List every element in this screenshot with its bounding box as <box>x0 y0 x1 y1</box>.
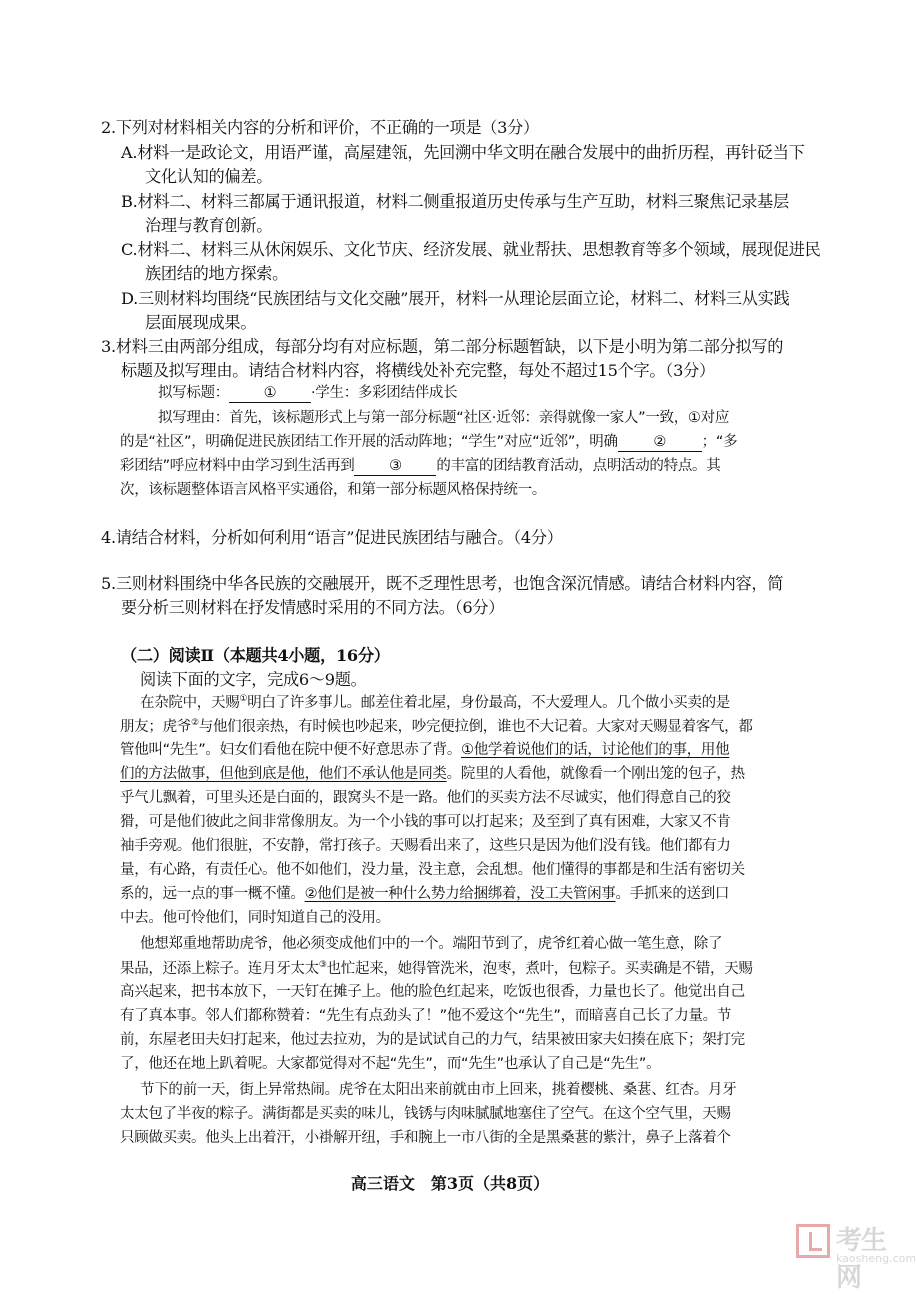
passage-line <box>120 766 745 783</box>
reason-line-2-tail: ；“多 <box>701 434 738 450</box>
passage-text: 朋友；虎爷 <box>120 718 191 735</box>
watermark-logo-icon <box>796 1224 830 1258</box>
question-5-line-1: 5.三则材料围绕中华各民族的交融展开，既不乏理性思考，也饱含深沉情感。请结合材料内容，简 <box>101 574 784 593</box>
page-footer: 高三语文 第3页（共8页） <box>350 1174 550 1193</box>
passage-line <box>140 694 730 712</box>
option-a-line-2: 文化认知的偏差。 <box>145 167 273 186</box>
reason-line-3-text: 彩团结”呼应材料中由学习到生活再到 <box>120 458 355 474</box>
passage-text: 果品，还添上粽子。连月牙太太 <box>120 960 319 977</box>
passage-text: 明白了许多事儿。邮差住着北屋，身份最高，不大爱理人。几个做小买卖的是 <box>247 694 730 711</box>
passage-line: 前，东屋老田夫妇打起来，他过去拉劝，为的是试试自己的力气，结果被田家夫妇揍在底下；架打完 <box>120 1032 745 1048</box>
option-d-line-2: 层面展现成果。 <box>145 313 257 332</box>
passage-line: 高兴起来，把书本放下，一天钉在摊子上。他的脸色红起来，吃饭也很香，力量也长了。他觉出自己 <box>120 984 745 1000</box>
reason-line-3-tail: 的丰富的团结教育活动，点明活动的特点。其 <box>436 458 721 474</box>
option-c-line-2: 族团结的地方探索。 <box>145 264 288 283</box>
reading-instruction: 阅读下面的文字，完成6～9题。 <box>140 670 367 689</box>
passage-line: 袖手旁观。他们很脏，不安静，常打孩子。天赐看出来了，这些只是因为他们没有钱。他们都有力 <box>120 838 731 854</box>
passage-line <box>120 742 729 759</box>
footnote-mark: ② <box>191 718 199 728</box>
passage-text: 系的，远一点的事一概不懂。 <box>120 886 305 902</box>
passage-line: 中去。他可怜他们，同时知道自己的没用。 <box>120 910 390 926</box>
option-b-line-1: B.材料二、材料三都属于通讯报道，材料二侧重报道历史传承与生产互助，材料三聚焦记录基层 <box>121 192 789 211</box>
option-b-line-2: 治理与教育创新。 <box>145 216 273 235</box>
passage-line: 太太包了半夜的粽子。满街都是买卖的味儿，钱锈与肉味腻腻地塞住了空气。在这个空气里，天赐 <box>120 1106 731 1122</box>
watermark-url: kaosheng.com <box>836 1252 916 1265</box>
reason-line-2-text: 的是“社区”，明确促进民族团结工作开展的活动阵地；“学生”对应“近邻”，明确 <box>120 434 618 450</box>
question-4: 4.请结合材料，分析如何利用“语言”促进民族团结与融合。（4分） <box>101 528 563 547</box>
footnote-mark: ③ <box>318 960 327 970</box>
watermark <box>796 1218 916 1293</box>
reason-line-1: 拟写理由：首先，该标题形式上与第一部分标题“社区·近邻：亲得就像一家人”一致，①对应 <box>158 410 730 426</box>
passage-text: 管他叫“先生”。妇女们看他在院中便不好意思赤了背。 <box>120 742 462 758</box>
passage-line: 有了真本事。邻人们都称赞着：“先生有点劲头了！”他不爱这个“先生”，而暗喜自己长了力量。节 <box>120 1008 732 1024</box>
proposed-title-label: 拟写标题： <box>158 385 229 401</box>
section-2-heading: （二）阅读Ⅱ（本题共4小题，16分） <box>121 646 390 665</box>
reason-line-4: 次，该标题整体语言风格平实通俗，和第一部分标题风格保持统一。 <box>120 482 546 498</box>
blank-3[interactable]: ③ <box>354 458 436 476</box>
option-a-line-1: A.材料一是政论文，用语严谨，高屋建瓴，先回溯中华文明在融合发展中的曲折历程，再针砭当下 <box>121 143 805 162</box>
question-2-stem: 2.下列对材料相关内容的分析和评价，不正确的一项是（3分） <box>101 118 539 137</box>
question-3-line-1: 3.材料三由两部分组成，每部分均有对应标题，第二部分标题暂缺，以下是小明为第二部分拟写的 <box>101 337 784 356</box>
passage-line: 乎气儿飘着，可里头还是白面的，跟窝头不是一路。他们的买卖方法不尽诚实，他们得意自己的狡 <box>120 790 731 806</box>
passage-line: 量，有心路，有责任心。他不如他们，没力量，没主意，会乱想。他们懂得的事都是和生活有密切关 <box>120 862 745 878</box>
passage-line <box>120 960 753 978</box>
blank-2[interactable]: ② <box>618 434 702 452</box>
passage-line <box>120 718 753 736</box>
watermark-brand: 考生网 <box>836 1226 887 1293</box>
proposed-title-rest: ·学生：多彩团结伴成长 <box>311 385 458 401</box>
underlined-sentence-2: ②他们是被一种什么势力给捆绑着，没工夫管闲事 <box>304 886 616 902</box>
passage-line: 他想郑重地帮助虎爷，他必须变成他们中的一个。端阳节到了，虎爷红着心做一笔生意，除了 <box>140 936 723 952</box>
blank-1[interactable]: ① <box>229 385 311 403</box>
question-5-line-2: 要分析三则材料在抒发情感时采用的不同方法。（6分） <box>121 598 505 617</box>
passage-text: 与他们很亲热，有时候也吵起来，吵完便拉倒，谁也不大记着。大家对天赐显着客气，都 <box>198 718 753 735</box>
question-3-line-2: 标题及拟写理由。请结合材料内容，将横线处补充完整，每处不超过15个字。（3分） <box>121 361 715 380</box>
passage-line: 节下的前一天，街上异常热闹。虎爷在太阳出来前就由市上回来，挑着樱桃、桑葚、红杏。月牙 <box>140 1082 737 1098</box>
footnote-mark: ① <box>239 694 248 704</box>
passage-line: 猾，可是他们彼此之间非常像朋友。为一个小钱的事可以打起来；及至到了真有困难，大家又不肯 <box>120 814 731 830</box>
reason-line-2 <box>120 434 737 452</box>
passage-text: 也忙起来，她得管洗米，泡枣，煮叶，包粽子。买卖确是不错，天赐 <box>326 960 753 977</box>
passage-text: 。院里的人看他，就像看一个刚出笼的包子，热 <box>446 766 745 782</box>
underlined-sentence-1: ①他学着说他们的话，讨论他们的事，用他 <box>461 742 730 758</box>
reason-line-3 <box>120 458 720 476</box>
underlined-sentence-1-cont: 们的方法做事，但他到底是他，他们不承认他是同类 <box>120 766 447 782</box>
passage-line: 了，他还在地上趴着呢。大家都觉得对不起“先生”，而“先生”也承认了自己是“先生”。 <box>120 1056 661 1072</box>
passage-line <box>120 886 729 903</box>
passage-line: 只顾做买卖。他头上出着汗，小褂解开纽，手和腕上一市八街的全是黑桑葚的紫汁，鼻子上落着个 <box>120 1130 731 1146</box>
passage-text: 。手抓来的送到口 <box>615 886 730 902</box>
proposed-title-line <box>158 385 457 403</box>
option-d-line-1: D.三则材料均围绕“民族团结与文化交融”展开，材料一从理论层面立论，材料二、材料三从实践 <box>121 289 790 308</box>
option-c-line-1: C.材料二、材料三从休闲娱乐、文化节庆、经济发展、就业帮扶、思想教育等多个领域，展现促进民 <box>121 240 821 259</box>
passage-text: 在杂院中，天赐 <box>140 694 240 711</box>
